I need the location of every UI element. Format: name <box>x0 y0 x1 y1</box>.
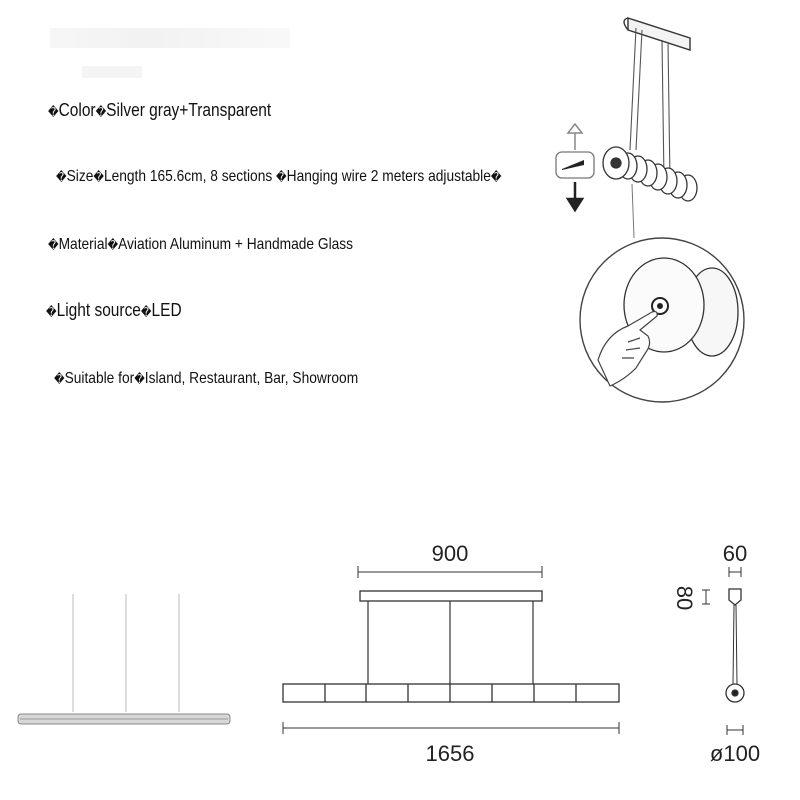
canopy-perspective <box>624 18 690 50</box>
dimension-canopy-width: 900 <box>431 541 469 566</box>
spec-material-label: Material <box>58 236 108 253</box>
bracket-mark: � <box>134 372 145 386</box>
dimension-canopy-height: 80 <box>672 585 697 611</box>
spec-size-label: Size <box>66 168 94 185</box>
dimension-tube-diameter: ø100 <box>709 741 761 766</box>
dimension-canopy-depth: 60 <box>722 541 748 566</box>
spec-suitable-label: Suitable for <box>64 370 135 387</box>
bracket-mark: � <box>48 105 59 119</box>
side-elevation <box>702 567 744 735</box>
spec-light-source-label: Light source <box>56 300 141 320</box>
leader-line <box>632 184 634 238</box>
bracket-mark: � <box>46 305 57 319</box>
up-arrow-icon <box>568 124 582 150</box>
slide-switch-icon <box>556 152 594 178</box>
bracket-mark: � <box>276 170 287 184</box>
spec-light-source-value: LED <box>151 300 182 320</box>
bracket-mark: � <box>93 170 104 184</box>
bracket-mark: � <box>48 238 59 252</box>
bracket-mark: � <box>107 238 119 252</box>
spec-size-extra: Hanging wire 2 meters adjustable <box>286 168 491 185</box>
spec-material-value: Aviation Aluminum + Handmade Glass <box>118 236 354 253</box>
bracket-mark: � <box>140 305 152 319</box>
bracket-mark: � <box>95 105 107 119</box>
front-elevation <box>283 566 619 734</box>
bracket-mark: � <box>54 372 65 386</box>
spec-size-value: Length 165.6cm, 8 sections <box>103 168 277 185</box>
product-side-view <box>18 594 230 724</box>
down-arrow-icon <box>568 182 582 210</box>
dimension-total-length: 1656 <box>425 741 475 766</box>
spec-suitable-value: Island, Restaurant, Bar, Showroom <box>144 370 359 387</box>
bracket-mark: � <box>56 170 67 184</box>
zoom-detail-circle <box>580 238 744 402</box>
spec-color-value: Silver gray+Transparent <box>106 100 272 120</box>
bracket-mark: � <box>490 170 502 184</box>
spec-color-label: Color <box>58 100 96 120</box>
tube-perspective <box>603 147 697 201</box>
